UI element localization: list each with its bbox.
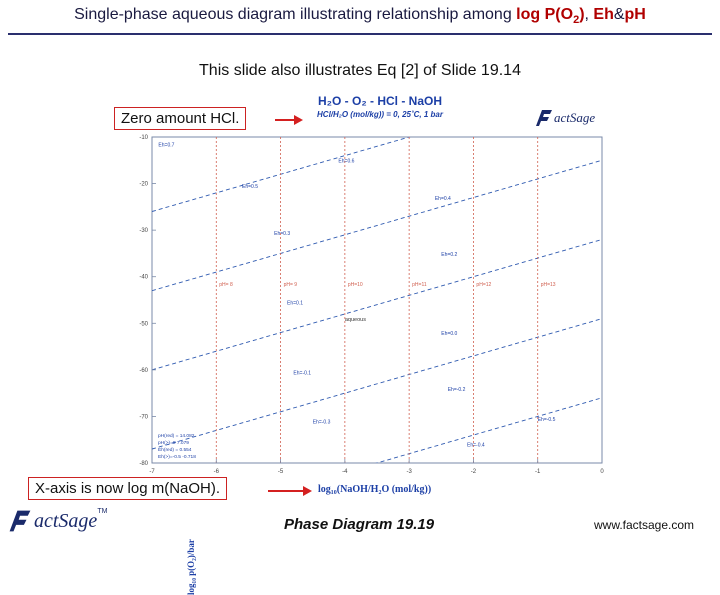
ph-line-label: pH=13 (540, 282, 556, 289)
legend-line: pH(red) = 14.082 (158, 434, 195, 439)
factsage-footer-logo-icon (6, 508, 34, 534)
eh-line-label: Eh=0.5 (242, 184, 258, 191)
y-tick-label: -20 (139, 181, 148, 188)
ph-line-label: pH=12 (476, 282, 492, 289)
y-tick-label: -10 (139, 135, 148, 141)
x-tick-label: -5 (277, 469, 284, 475)
chart-logo-word: actSage (554, 110, 596, 125)
x-tick-label: -1 (535, 469, 541, 475)
eh-line-label: Eh=0.0 (441, 330, 458, 337)
eh-line-label: Eh=0.3 (274, 230, 291, 237)
callout-xaxis: X-axis is now log m(NaOH). (28, 477, 227, 500)
legend-line: Eh(>)=-0.5 -0.718 (158, 455, 196, 460)
footer-logo-tm: TM (97, 508, 108, 515)
plot-frame (152, 137, 602, 463)
legend-line: Eh(red) = 0.554 (158, 448, 192, 453)
callout-arrow-hcl (275, 119, 301, 121)
chart-title: H₂O - O₂ - HCl - NaOH (318, 94, 442, 108)
x-tick-label: -3 (406, 469, 412, 475)
eh-line-label: Eh=0.7 (158, 142, 175, 149)
y-tick-label: -50 (139, 321, 148, 328)
ph-line-label: pH= 8 (219, 282, 233, 289)
region-label: aqueous (344, 316, 366, 323)
title-logp-sub: 2 (573, 14, 580, 27)
ph-line-label: pH=10 (347, 282, 363, 289)
ph-line-label: pH= 9 (283, 282, 298, 289)
x-axis-label: log₁₀(NaOH/H₂O (mol/kg)) (318, 484, 432, 495)
callout-arrow-xaxis (268, 490, 310, 492)
y-axis-label: log₁₀ p(O₂)/bar (186, 539, 196, 595)
ph-line-label: pH=11 (412, 282, 427, 289)
footer-logo (6, 508, 107, 534)
eh-line-label: Eh=0.2 (441, 251, 458, 258)
eh-line-label: Eh=-0.2 (447, 386, 466, 393)
title-logp-close: ) (579, 6, 585, 23)
x-tick-label: -2 (470, 469, 477, 475)
title-ph: pH (624, 6, 646, 23)
callout-zero-hcl: Zero amount HCl. (114, 107, 246, 130)
legend-line: pH(>)=9 7.079 (158, 441, 189, 446)
title-eh: Eh (593, 6, 614, 23)
eh-line-label: Eh=0.1 (287, 300, 303, 307)
eh-line-label: Eh=0.4 (434, 195, 451, 202)
x-tick-label: -6 (213, 469, 219, 475)
chart-subtitle: HCl/H₂O (mol/kg)) = 0, 25˚C, 1 bar (317, 110, 443, 119)
slide-subtitle: This slide also illustrates Eq [2] of Slide 19.14 (199, 62, 521, 79)
eh-line-label: Eh=0.6 (338, 158, 355, 165)
footer-logo-word: actSage (34, 509, 98, 532)
eh-line-label: Eh=-0.4 (467, 442, 485, 449)
y-tick-label: -70 (139, 414, 148, 421)
title-sep: , (584, 6, 594, 23)
title-amp: & (613, 6, 625, 23)
footer-url: www.factsage.com (594, 518, 695, 532)
x-tick-label: 0 (600, 469, 604, 475)
y-tick-label: -40 (139, 274, 148, 281)
title-logp-text: log P(O (516, 6, 574, 23)
eh-line-label: Eh=-0.3 (312, 419, 331, 426)
eh-line-label: Eh=-0.1 (293, 370, 312, 377)
y-tick-label: -60 (139, 367, 148, 374)
title-prefix: Single-phase aqueous diagram illustrating relationship among (74, 6, 517, 23)
footer-title: Phase Diagram 19.19 (284, 516, 435, 533)
x-tick-label: -7 (149, 469, 155, 475)
y-tick-label: -80 (139, 461, 148, 467)
x-tick-label: -4 (342, 469, 348, 475)
y-tick-label: -30 (139, 228, 148, 235)
eh-line-label: Eh=-0.5 (537, 417, 556, 424)
